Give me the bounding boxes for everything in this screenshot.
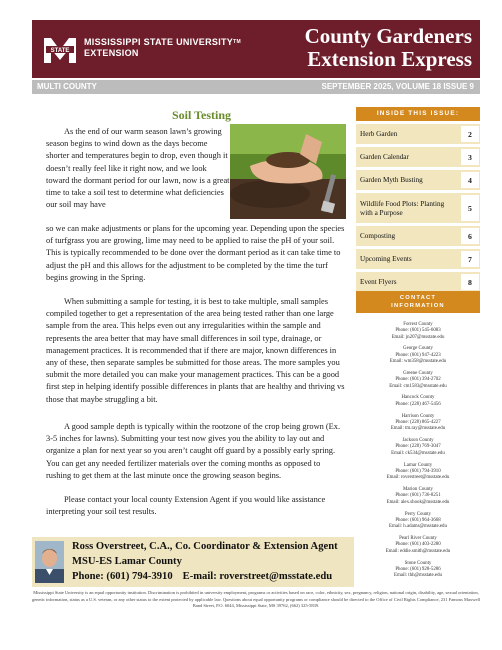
toc-item-herb-garden[interactable] bbox=[356, 124, 480, 147]
toc-item-garden-myth-busting[interactable] bbox=[356, 170, 480, 193]
county-phone: Phone: (601) 794-3910 bbox=[395, 468, 441, 474]
county-email[interactable]: Email: thh@msstate.edu bbox=[394, 573, 442, 579]
toc-page-number: 5 bbox=[461, 195, 479, 221]
agent-contact-line bbox=[72, 571, 342, 582]
newsletter-title-line2: Extension Express bbox=[307, 47, 472, 71]
agent-phone: Phone: (601) 794-3910 bbox=[72, 571, 173, 582]
university-name bbox=[84, 37, 241, 59]
toc-page-number: 7 bbox=[461, 251, 479, 267]
agent-photo bbox=[35, 541, 64, 583]
county-phone: Phone: (228) 769-3047 bbox=[395, 444, 441, 450]
toc-page-number: 6 bbox=[461, 228, 479, 244]
county-name: Pearl River County bbox=[399, 536, 437, 542]
county-email[interactable]: Email: jn207@msstate.edu bbox=[391, 334, 445, 340]
university-label: MISSISSIPPI STATE UNIVERSITY bbox=[84, 37, 234, 47]
equal-opportunity-disclaimer: Mississippi State University is an equal opportunity institution. Discrimination is prohibited in university employment, programs or activities based on race, color, ethnicity, sex, pregnancy, religion, national origin, disability, age, sexual orientation, genetic information, status as a U.S. veteran, or any other status to the extent protected by applicable law. Questions about equal opportunity programs or compliance should be directed to the Office of Civil Rights Compliance, 231 Famous Maxwell Band Street, P.O. 6044, Mississippi State, MS 39762, (662) 325-5839. bbox=[32, 590, 480, 609]
contact-information-header: CONTACT INFORMATION bbox=[356, 291, 480, 313]
toc-page-number: 4 bbox=[461, 172, 479, 188]
county-phone: Phone: (601) 736-8251 bbox=[395, 493, 441, 499]
toc-item-label: Wildlife Food Plots: Planting with a Purpose bbox=[360, 200, 445, 217]
toc-page-number: 8 bbox=[461, 274, 479, 290]
agent-name-title: Ross Overstreet, C.A., Co. Coordinator & Extension Agent bbox=[72, 541, 338, 552]
agent-office: MSU-ES Lamar County bbox=[72, 556, 182, 567]
newsletter-title-line1: County Gardeners bbox=[304, 24, 472, 48]
issue-date-label: SEPTEMBER 2025, VOLUME 18 ISSUE 9 bbox=[321, 82, 474, 91]
county-phone: Phone: (601) 928-5286 bbox=[395, 566, 441, 572]
county-email[interactable]: Email: roverstreet@msstate.edu bbox=[386, 475, 450, 481]
county-email[interactable]: Email: h.adams@msstate.edu bbox=[389, 524, 447, 530]
toc-item-label: Composting bbox=[360, 232, 396, 240]
county-phone: Phone: (601) 545-6083 bbox=[395, 328, 441, 334]
toc-item-label: Herb Garden bbox=[360, 130, 398, 138]
toc-item-composting[interactable] bbox=[356, 226, 480, 249]
extension-label: EXTENSION bbox=[84, 48, 139, 58]
county-phone: Phone: (228) 865-4227 bbox=[395, 419, 441, 425]
county-contact-greene bbox=[356, 371, 480, 390]
toc-item-upcoming-events[interactable] bbox=[356, 249, 480, 272]
inside-this-issue-header: INSIDE THIS ISSUE: bbox=[356, 107, 480, 121]
sidebar bbox=[356, 107, 480, 579]
logo-text: STATE bbox=[50, 48, 70, 54]
county-phone: Phone: (601) 947-4223 bbox=[395, 352, 441, 358]
county-phone: Phone: (601) 394-2702 bbox=[395, 377, 441, 383]
county-name: George County bbox=[403, 346, 433, 352]
county-phone: Phone: (601) 403-2280 bbox=[395, 542, 441, 548]
toc-item-wildlife-food-plots[interactable] bbox=[356, 193, 480, 226]
county-contact-jackson bbox=[356, 438, 480, 457]
article-paragraph-2: When submitting a sample for testing, it is best to take multiple, small samples compiled together to get a representation of the area being tested rather than one large sample from the area. This helps even out any irregularities within the sample and represents the area better that may have small differences in soil type, drainage, or management practices. It is recommended that if there are major, known differences in any of these, then separate samples be submitted for those areas. The more samples you submit the more detailed you can make your management practices. This can be a good first step in helping identify possible differences in plants that are healthy and thriving vs those that maybe struggling a bit. bbox=[46, 297, 345, 404]
toc-item-label: Garden Myth Busting bbox=[360, 176, 423, 184]
county-email[interactable]: Email: ck534@msstate.edu bbox=[391, 450, 445, 456]
county-phone: Phone: (601) 964-3668 bbox=[395, 517, 441, 523]
toc-item-garden-calendar[interactable] bbox=[356, 147, 480, 170]
msu-logo-icon bbox=[42, 33, 78, 65]
county-contact-list bbox=[356, 322, 480, 585]
county-email[interactable]: Email: cm1583@msstate.edu bbox=[389, 383, 447, 389]
agent-contact-panel bbox=[32, 537, 354, 587]
county-contact-george bbox=[356, 346, 480, 365]
county-name: Lamar County bbox=[403, 462, 433, 468]
toc-page-number: 2 bbox=[461, 126, 479, 142]
trademark-label: TM bbox=[233, 39, 241, 45]
masthead bbox=[32, 20, 480, 78]
agent-email[interactable]: E-mail: roverstreet@msstate.edu bbox=[182, 571, 333, 582]
county-name: Stone County bbox=[404, 560, 432, 566]
county-email[interactable]: Email: wm358@msstate.edu bbox=[389, 359, 447, 365]
county-name: Greene County bbox=[403, 370, 433, 376]
newsletter-title bbox=[305, 25, 472, 71]
table-of-contents bbox=[356, 124, 480, 295]
county-name: Hancock County bbox=[401, 395, 435, 401]
county-phone: Phone: (228) 467-5456 bbox=[395, 401, 441, 407]
county-contact-harrison bbox=[356, 414, 480, 433]
article-paragraph-4: Please contact your local county Extension Agent if you would like assistance interpreting your soil test results. bbox=[46, 495, 326, 517]
county-name: Forrest County bbox=[403, 322, 433, 327]
county-contact-forrest bbox=[356, 322, 480, 341]
article-paragraph-3: A good sample depth is typically within the rootzone of the crop being grown (Ex. 3-5 inches for lawns). Submitting your test now gives you the ability to lay out and organize a plan for next year so you aren’t caught off guard by a possibly early spring. You can get any needed fertilizer materials over the coming months as opposed to rushing to get them at the last minute once the growing season begins. bbox=[46, 422, 341, 480]
county-name: Harrison County bbox=[401, 413, 435, 419]
toc-page-number: 3 bbox=[461, 149, 479, 165]
toc-item-label: Event Flyers bbox=[360, 278, 397, 286]
issue-strip bbox=[32, 80, 480, 94]
toc-item-label: Garden Calendar bbox=[360, 153, 409, 161]
region-label: MULTI COUNTY bbox=[37, 82, 97, 91]
county-name: Marion County bbox=[402, 487, 434, 493]
article-paragraph-1b: so we can make adjustments or plans for the upcoming year. Depending upon the species of turfgrass you are growing, lime may need to be applied to raise the pH of your soil. This is typically recommended to be done over the dormant period as it can take time to adjust the pH and this allows for the adjustment to be completed by the time the turf begins growing in the Spring. bbox=[46, 224, 345, 282]
county-contact-pearl-river bbox=[356, 536, 480, 555]
county-contact-marion bbox=[356, 487, 480, 506]
county-contact-hancock bbox=[356, 395, 480, 408]
county-contact-stone bbox=[356, 561, 480, 580]
article-title: Soil Testing bbox=[172, 108, 232, 122]
county-email[interactable]: Email: eddie.smith@msstate.edu bbox=[385, 548, 451, 554]
toc-item-label: Upcoming Events bbox=[360, 255, 412, 263]
county-name: Jackson County bbox=[402, 438, 434, 444]
county-email[interactable]: Email: tm.ray@msstate.edu bbox=[390, 426, 446, 432]
county-contact-perry bbox=[356, 512, 480, 531]
soil-hands-photo bbox=[230, 124, 346, 219]
county-email[interactable]: Email: alex.shook@msstate.edu bbox=[386, 499, 450, 505]
county-contact-lamar bbox=[356, 463, 480, 482]
article-paragraph-1a: As the end of our warm season lawn’s growing season begins to wind down as the days become shorter and temperatures begin to drop, even though it doesn’t really feel like it right now, and we look toward the dormant period for our lawn, now is a great time to take a soil test to determine what deficiencies our soil may have bbox=[46, 127, 230, 210]
county-name: Perry County bbox=[404, 511, 432, 517]
